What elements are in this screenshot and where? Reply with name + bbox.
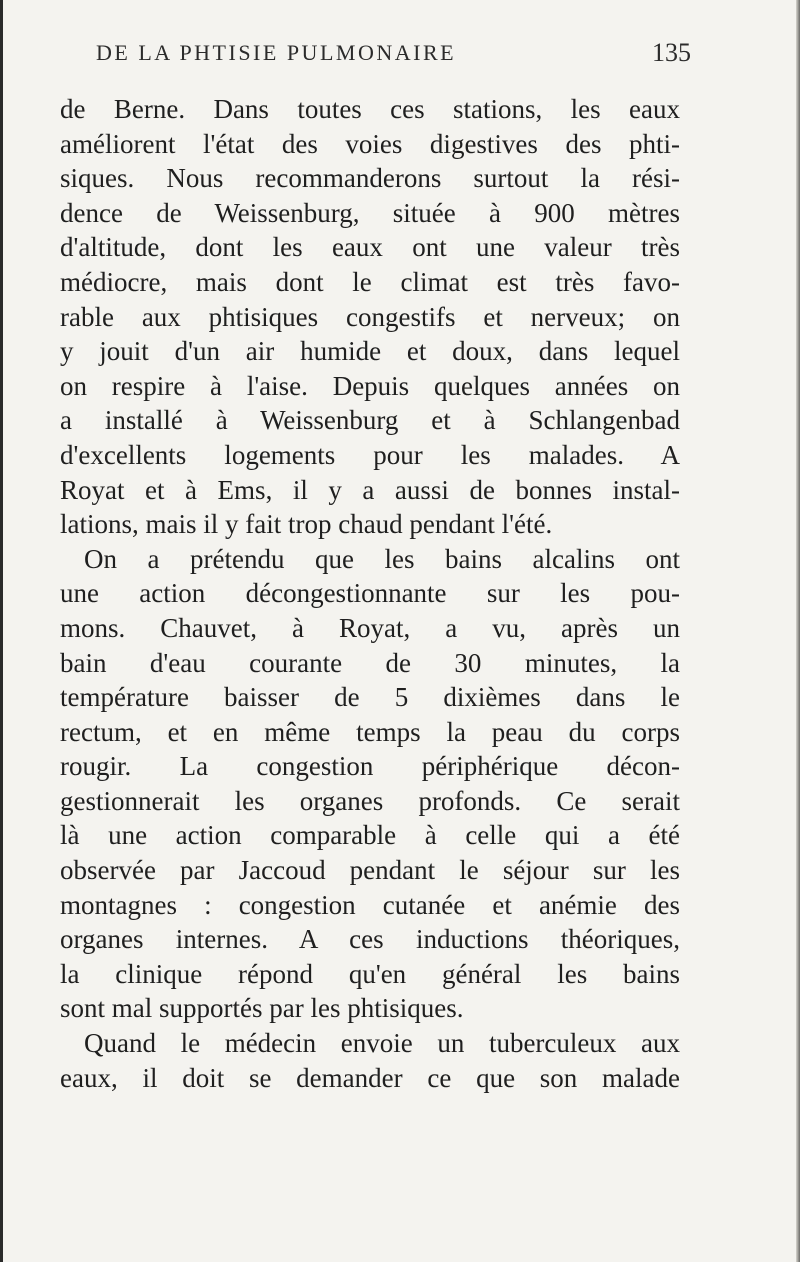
text-line: eaux, il doit se demander ce que son malade: [60, 1062, 680, 1093]
text-line: siques. Nous recommanderons surtout la rési-: [60, 163, 680, 194]
text-line: organes internes. A ces inductions théoriques,: [60, 924, 680, 955]
text-line: montagnes : congestion cutanée et anémie des: [60, 889, 680, 920]
text-line: on respire à l'aise. Depuis quelques années on: [60, 370, 680, 401]
text-line: lations, mais il y fait trop chaud pendant l'été.: [60, 509, 553, 540]
text-line: dence de Weissenburg, située à 900 mètres: [60, 197, 680, 228]
text-line: rougir. La congestion périphérique décon-: [60, 751, 680, 782]
text-line: température baisser de 5 dixièmes dans le: [60, 682, 680, 713]
text-line: là une action comparable à celle qui a été: [60, 820, 680, 851]
text-line: améliorent l'état des voies digestives des phti-: [60, 128, 680, 159]
text-line: observée par Jaccoud pendant le séjour sur les: [60, 855, 680, 886]
text-line: a installé à Weissenburg et à Schlangenbad: [60, 405, 680, 436]
text-line: rable aux phtisiques congestifs et nerveux; on: [60, 301, 680, 332]
text-line: sont mal supportés par les phtisiques.: [60, 993, 464, 1024]
text-line: d'altitude, dont les eaux ont une valeur très: [60, 232, 680, 263]
text-line: bain d'eau courante de 30 minutes, la: [60, 647, 680, 678]
page-left-edge: [0, 0, 3, 1262]
page-number: 135: [652, 38, 691, 67]
text-line: gestionnerait les organes profonds. Ce serait: [60, 785, 680, 816]
text-line: une action décongestionnante sur les pou-: [60, 578, 680, 609]
text-line: médiocre, mais dont le climat est très favo-: [60, 266, 680, 297]
text-line: Quand le médecin envoie un tuberculeux aux: [84, 1028, 680, 1059]
text-line: de Berne. Dans toutes ces stations, les eaux: [60, 94, 680, 124]
text-line: rectum, et en même temps la peau du corps: [60, 716, 680, 747]
body-text: [60, 92, 680, 1095]
text-line: mons. Chauvet, à Royat, a vu, après un: [60, 612, 680, 643]
text-line: Royat et à Ems, il y a aussi de bonnes instal-: [60, 474, 680, 505]
text-line: y jouit d'un air humide et doux, dans lequel: [60, 336, 680, 367]
running-title: DE LA PHTISIE PULMONAIRE: [96, 40, 457, 65]
text-line: la clinique répond qu'en général les bains: [60, 958, 680, 989]
page-right-edge: [796, 0, 800, 1262]
text-line: d'excellents logements pour les malades. A: [60, 439, 680, 470]
text-line: On a prétendu que les bains alcalins ont: [84, 543, 680, 574]
